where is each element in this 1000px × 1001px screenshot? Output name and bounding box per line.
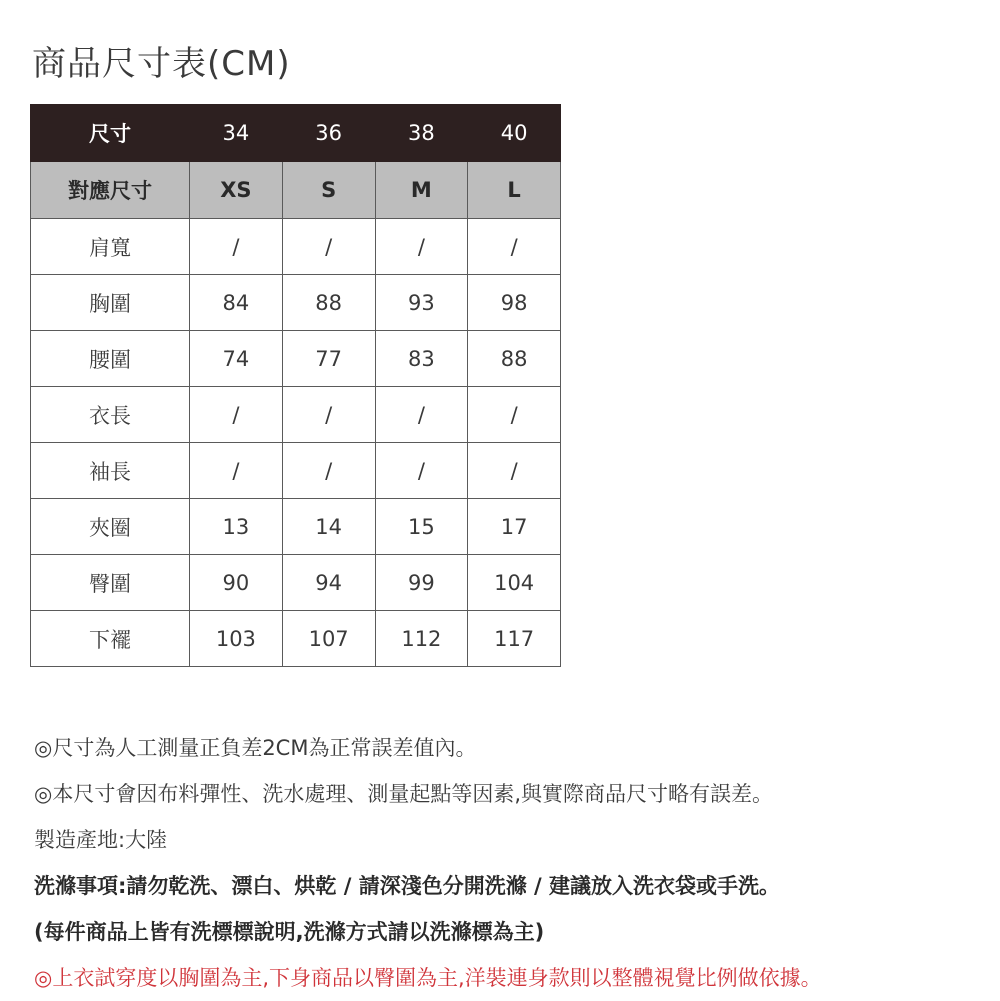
table-cell: 15: [375, 499, 468, 555]
note-tolerance: ◎尺寸為人工測量正負差2CM為正常誤差值內。: [34, 736, 477, 760]
row-label: 袖長: [31, 443, 190, 499]
subheader-cell: S: [282, 162, 375, 219]
size-table: [30, 104, 561, 667]
row-label: 腰圍: [31, 331, 190, 387]
header-cell: 40: [468, 105, 561, 162]
table-row: [31, 499, 561, 555]
row-label: 夾圈: [31, 499, 190, 555]
table-cell: 13: [190, 499, 283, 555]
table-cell: 93: [375, 275, 468, 331]
table-cell: /: [190, 219, 283, 275]
subheader-cell: 對應尺寸: [31, 162, 190, 219]
table-cell: 14: [282, 499, 375, 555]
table-cell: 90: [190, 555, 283, 611]
note-variance: ◎本尺寸會因布料彈性、洗水處理、測量起點等因素,與實際商品尺寸略有誤差。: [34, 782, 773, 806]
row-label: 臀圍: [31, 555, 190, 611]
table-cell: /: [282, 387, 375, 443]
table-cell: 107: [282, 611, 375, 667]
table-row: [31, 387, 561, 443]
table-cell: /: [375, 219, 468, 275]
table-cell: 74: [190, 331, 283, 387]
table-cell: 99: [375, 555, 468, 611]
table-row: [31, 275, 561, 331]
size-label-row: [31, 162, 561, 219]
header-cell: 尺寸: [31, 105, 190, 162]
table-cell: 17: [468, 499, 561, 555]
note-washing: 洗滌事項:請勿乾洗、漂白、烘乾 / 請深淺色分開洗滌 / 建議放入洗衣袋或手洗。: [34, 874, 780, 898]
table-cell: 117: [468, 611, 561, 667]
table-cell: /: [190, 387, 283, 443]
table-row: [31, 611, 561, 667]
table-cell: 83: [375, 331, 468, 387]
note-wash-label: (每件商品上皆有洗標標說明,洗滌方式請以洗滌標為主): [34, 920, 545, 944]
row-label: 肩寬: [31, 219, 190, 275]
row-label: 胸圍: [31, 275, 190, 331]
table-cell: /: [282, 443, 375, 499]
table-cell: 98: [468, 275, 561, 331]
table-cell: 88: [468, 331, 561, 387]
page-title: 商品尺寸表(CM): [32, 44, 291, 84]
table-cell: 104: [468, 555, 561, 611]
table-cell: /: [375, 387, 468, 443]
table-cell: /: [190, 443, 283, 499]
note-fitting: ◎上衣試穿度以胸圍為主,下身商品以臀圍為主,洋裝連身款則以整體視覺比例做依據。: [34, 966, 822, 990]
header-cell: 36: [282, 105, 375, 162]
table-cell: /: [468, 387, 561, 443]
table-row: [31, 555, 561, 611]
subheader-cell: L: [468, 162, 561, 219]
table-cell: 103: [190, 611, 283, 667]
row-label: 下襬: [31, 611, 190, 667]
table-cell: 84: [190, 275, 283, 331]
table-cell: 112: [375, 611, 468, 667]
header-cell: 34: [190, 105, 283, 162]
table-cell: 77: [282, 331, 375, 387]
table-row: [31, 443, 561, 499]
table-row: [31, 331, 561, 387]
size-header-row: [31, 105, 561, 162]
table-cell: 88: [282, 275, 375, 331]
subheader-cell: M: [375, 162, 468, 219]
table-cell: /: [468, 219, 561, 275]
table-row: [31, 219, 561, 275]
row-label: 衣長: [31, 387, 190, 443]
header-cell: 38: [375, 105, 468, 162]
table-cell: /: [468, 443, 561, 499]
table-cell: /: [282, 219, 375, 275]
notes-section: [34, 725, 994, 1001]
subheader-cell: XS: [190, 162, 283, 219]
table-cell: /: [375, 443, 468, 499]
table-cell: 94: [282, 555, 375, 611]
note-origin: 製造產地:大陸: [34, 828, 168, 852]
